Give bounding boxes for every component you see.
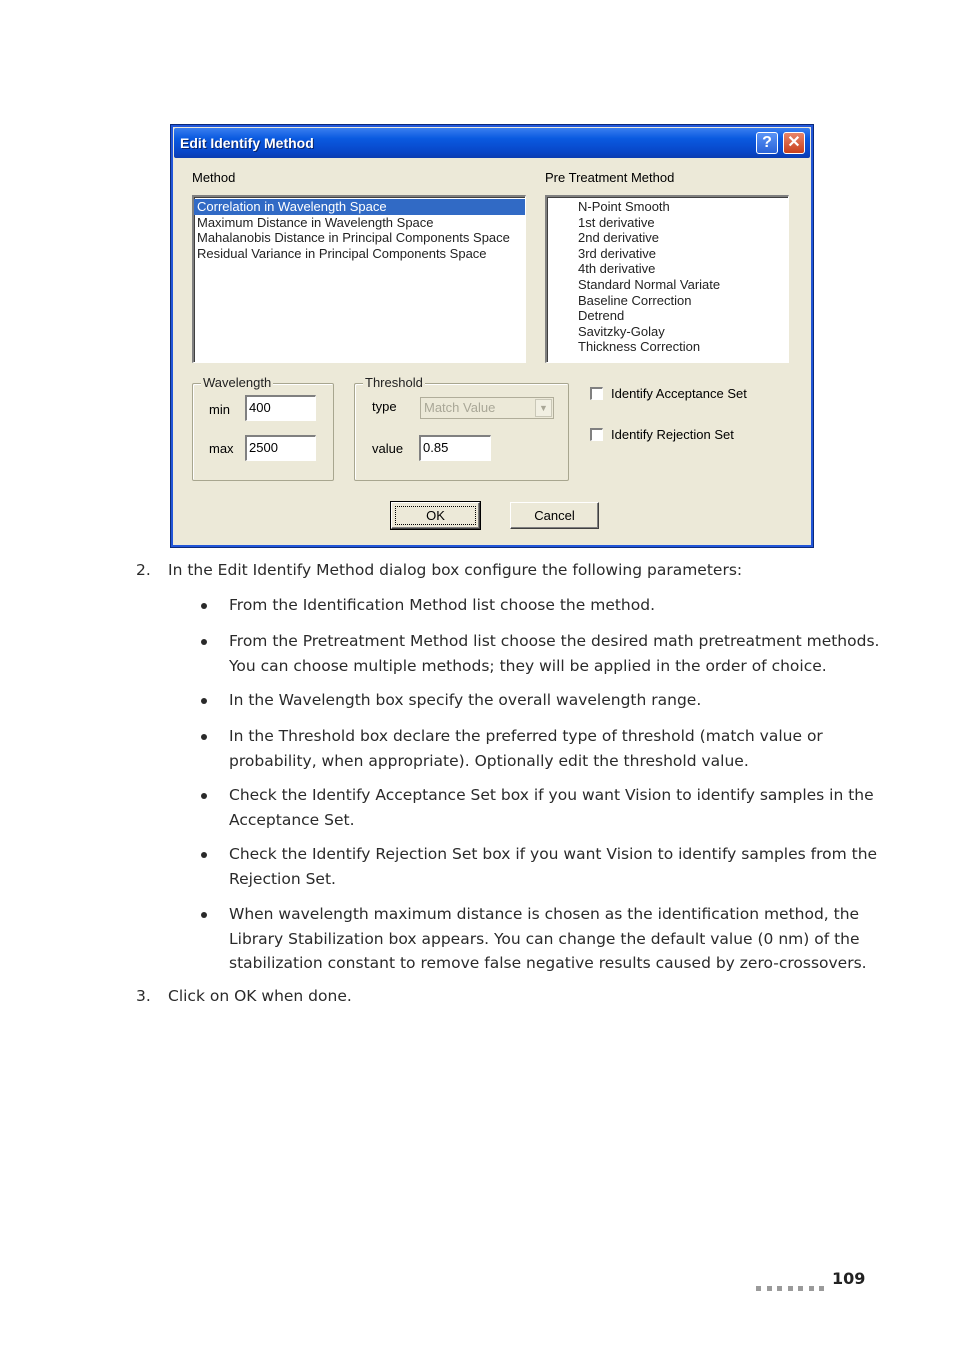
- bullet-text: [229, 688, 701, 713]
- bullet-icon: [201, 734, 207, 740]
- wavelength-group: [192, 375, 334, 481]
- threshold-value-input[interactable]: 0.85: [419, 435, 491, 461]
- bullet-text: [229, 842, 877, 891]
- identify-rejection-label: Identify Rejection Set: [611, 427, 734, 442]
- wavelength-group-label: Wavelength: [203, 375, 272, 390]
- pretreatment-item[interactable]: Savitzky-Golay: [578, 323, 665, 339]
- bullet-line: Acceptance Set.: [229, 810, 355, 829]
- dialog-titlebar[interactable]: [174, 128, 810, 158]
- bullet-icon: [201, 793, 207, 799]
- bullet-text: [229, 629, 879, 678]
- identify-acceptance-label: Identify Acceptance Set: [611, 386, 747, 401]
- wavelength-min-input[interactable]: 400: [245, 395, 316, 421]
- bullet-text: [229, 902, 867, 976]
- threshold-type-label: type: [372, 399, 397, 414]
- bullet-line: From the Pretreatment Method list choose the desired math pretreatment methods.: [229, 632, 880, 650]
- bullet-line: You can choose multiple methods; they will be applied in the order of choice.: [229, 656, 827, 675]
- pretreatment-item[interactable]: Standard Normal Variate: [578, 276, 721, 292]
- bullet-line: From the Identification Method list choose the method.: [229, 596, 656, 614]
- identify-rejection-checkbox[interactable]: [590, 428, 603, 441]
- bullet-text: [229, 724, 823, 773]
- pretreatment-item[interactable]: 4th derivative: [578, 261, 656, 277]
- bullet-line: Library Stabilization box appears. You can change the default value (0 nm) of the: [229, 929, 860, 948]
- footer-dots: [756, 1276, 830, 1295]
- method-item[interactable]: Maximum Distance in Wavelength Space: [197, 214, 434, 230]
- bullet-icon: [201, 639, 207, 645]
- threshold-type-value: Match Value: [424, 400, 496, 415]
- wavelength-max-label: max: [209, 441, 234, 456]
- pretreatment-item[interactable]: 1st derivative: [578, 214, 655, 230]
- edit-identify-method-dialog: [170, 124, 814, 548]
- pretreatment-label: Pre Treatment Method: [545, 170, 675, 185]
- pretreatment-item[interactable]: 3rd derivative: [578, 245, 657, 261]
- threshold-group-label: Threshold: [365, 375, 423, 390]
- bullet-line: Rejection Set.: [229, 869, 336, 888]
- step-text: In the Edit Identify Method dialog box configure the following parameters:: [168, 561, 743, 579]
- close-icon[interactable]: ✕: [783, 132, 805, 154]
- identify-acceptance-checkbox[interactable]: [590, 387, 603, 400]
- wavelength-max-input[interactable]: 2500: [245, 435, 316, 461]
- bullet-line: In the Wavelength box specify the overall wavelength range.: [229, 691, 702, 709]
- bullet-icon: [201, 603, 207, 609]
- dialog-title: Edit Identify Method: [180, 135, 314, 151]
- method-label: Method: [192, 170, 236, 185]
- pretreatment-item[interactable]: Detrend: [578, 308, 625, 324]
- method-listbox[interactable]: [192, 195, 526, 363]
- bullet-icon: [201, 852, 207, 858]
- ok-button[interactable]: OK: [391, 502, 480, 529]
- bullet-line: probability, when appropriate). Optionally edit the threshold value.: [229, 751, 749, 770]
- bullet-text: [229, 783, 874, 832]
- method-item[interactable]: Correlation in Wavelength Space: [194, 199, 525, 215]
- bullet-line: In the Threshold box declare the preferred type of threshold (match value or: [229, 727, 823, 745]
- threshold-value-label: value: [372, 441, 404, 456]
- pretreatment-item[interactable]: 2nd derivative: [578, 230, 659, 246]
- step-text: Click on OK when done.: [168, 987, 352, 1005]
- step-number: 3.: [136, 987, 151, 1005]
- help-icon[interactable]: ?: [756, 132, 778, 154]
- pretreatment-item[interactable]: Baseline Correction: [578, 292, 692, 308]
- wavelength-min-label: min: [209, 402, 230, 417]
- pretreatment-listbox[interactable]: [545, 195, 789, 363]
- bullet-text: [229, 593, 655, 618]
- cancel-button[interactable]: Cancel: [510, 502, 599, 529]
- page-number: 109: [832, 1269, 866, 1288]
- method-item[interactable]: Mahalanobis Distance in Principal Components Space: [197, 230, 510, 246]
- bullet-line: Check the Identify Rejection Set box if you want Vision to identify samples from the: [229, 845, 878, 863]
- bullet-line: When wavelength maximum distance is chosen as the identification method, the: [229, 905, 860, 923]
- bullet-icon: [201, 912, 207, 918]
- pretreatment-item[interactable]: N-Point Smooth: [578, 199, 670, 214]
- threshold-type-select[interactable]: [420, 397, 554, 419]
- bullet-line: Check the Identify Acceptance Set box if you want Vision to identify samples in the: [229, 786, 874, 804]
- threshold-group: [354, 375, 569, 481]
- pretreatment-item[interactable]: Thickness Correction: [578, 339, 701, 355]
- method-item[interactable]: Residual Variance in Principal Components Space: [197, 245, 487, 261]
- chevron-down-icon[interactable]: ▼: [535, 399, 552, 417]
- bullet-icon: [201, 698, 207, 704]
- step-number: 2.: [136, 561, 151, 579]
- bullet-line: stabilization constant to remove false negative results caused by zero-crossovers.: [229, 954, 867, 972]
